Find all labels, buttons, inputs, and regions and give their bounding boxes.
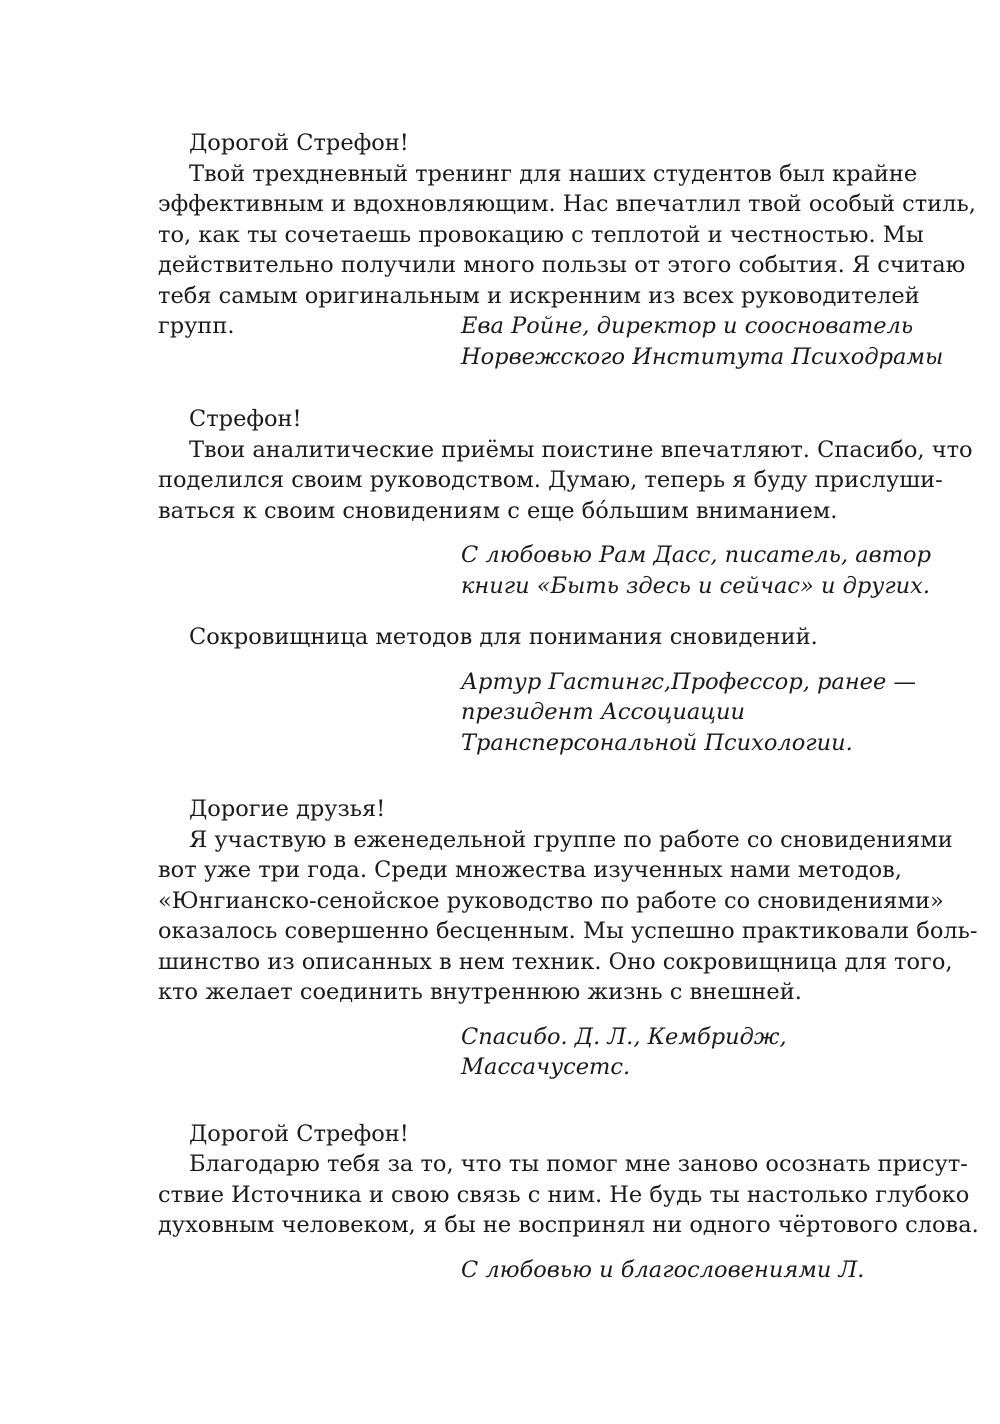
signature-line: Артур Гастингс,Профессор, ранее —: [461, 668, 916, 695]
letter-greeting: Дорогой Стрефон!: [189, 130, 409, 156]
signature-line: Трансперсональной Психологии.: [461, 729, 853, 756]
letter-body-line: ваться к своим сновидениям с еще бо́льшим вниманием.: [158, 497, 838, 524]
letter-body-line: тебя самым оригинальным и искренним из всех руководителей: [158, 282, 920, 309]
letter-body-line: то, как ты сочетаешь провокацию с теплотой и честностью. Мы: [158, 221, 924, 248]
letter-body-line: эффективным и вдохновляющим. Нас впечатлил твой особый стиль,: [158, 191, 976, 217]
letter-body-line: шинство из описанных в нем техник. Оно сокровищница для того,: [158, 948, 953, 975]
letter-greeting: Дорогие друзья!: [189, 796, 386, 822]
letter-signature: [158, 311, 944, 372]
letter-body-line: Твои аналитические приёмы поистине впечатляют. Спасибо, что: [189, 436, 973, 463]
testimonials-page: [158, 128, 979, 1285]
letter-signature: [158, 667, 916, 759]
letter-body-line: ствие Источника и свою связь с ним. Не будь ты настолько глубоко: [158, 1181, 970, 1208]
signature-line: Норвежского Института Психодрамы: [461, 343, 944, 370]
letter-body-line: Сокровищница методов для понимания сновидений.: [189, 624, 818, 650]
letter-signature: [158, 1022, 898, 1083]
letter-body-line: кто желает соединить внутреннюю жизнь с внешней.: [158, 979, 802, 1005]
signature-line: книги «Быть здесь и сейчас» и других.: [461, 572, 931, 599]
letter-body-line: духовным человеком, я бы не воспринял ни одного чёртового слова.: [158, 1212, 979, 1238]
signature-line: Ева Ройне, директор и сооснователь: [461, 313, 914, 339]
signature-line: Спасибо. Д. Л., Кембридж,: [461, 1023, 787, 1050]
letter-signature: [158, 1255, 898, 1286]
letter-5: [158, 1119, 979, 1286]
letter-body-line: Твой трехдневный тренинг для наших студентов был крайне: [189, 160, 918, 187]
letter-body-line: Я участвую в еженедельной группе по работе со сновидениями: [189, 826, 953, 853]
letter-3: [158, 622, 916, 758]
signature-line: С любовью и благословениями Л.: [461, 1256, 865, 1283]
letter-1: Дорогой Стрефон! Твой трехдневный тренинг для наших студентов был крайне эффективным и вдохновляющим. Нас впечатлил твой особый стиль, то, как ты сочетаешь провокацию с теплотой и честностью. Мы действительно получили много пользы от этого события. Я считаю тебя самым оригинальным и искренним из всех руководителей групп. Ева Ройне, директор и сооснователь Норвежского Института Психодрамы: [158, 128, 898, 372]
letter-greeting: Дорогой Стрефон!: [189, 1120, 409, 1147]
letter-body-line: «Юнгианско-сенойское руководство по работе со сновидениями»: [158, 887, 944, 914]
letter-body-line: действительно получили много пользы от этого события. Я считаю: [158, 252, 966, 278]
signature-line: Массачусетс.: [461, 1054, 631, 1080]
letter-signature: [158, 540, 931, 601]
letter-4: [158, 794, 978, 1083]
letter-body-line: Благодарю тебя за то, что ты помог мне заново осознать присут-: [189, 1151, 968, 1177]
letter-body-line: вот уже три года. Среди множества изученных нами методов,: [158, 857, 902, 883]
letter-greeting: Стрефон!: [189, 406, 302, 432]
letter-body-line: поделился своим руководством. Думаю, теперь я буду прислуши-: [158, 467, 943, 493]
signature-line: С любовью Рам Дасс, писатель, автор: [461, 542, 931, 568]
letter-body-line: оказалось совершенно бесценным. Мы успешно практиковали боль-: [158, 918, 978, 944]
letter-2: [158, 404, 973, 601]
signature-line: президент Ассоциации: [461, 699, 745, 725]
